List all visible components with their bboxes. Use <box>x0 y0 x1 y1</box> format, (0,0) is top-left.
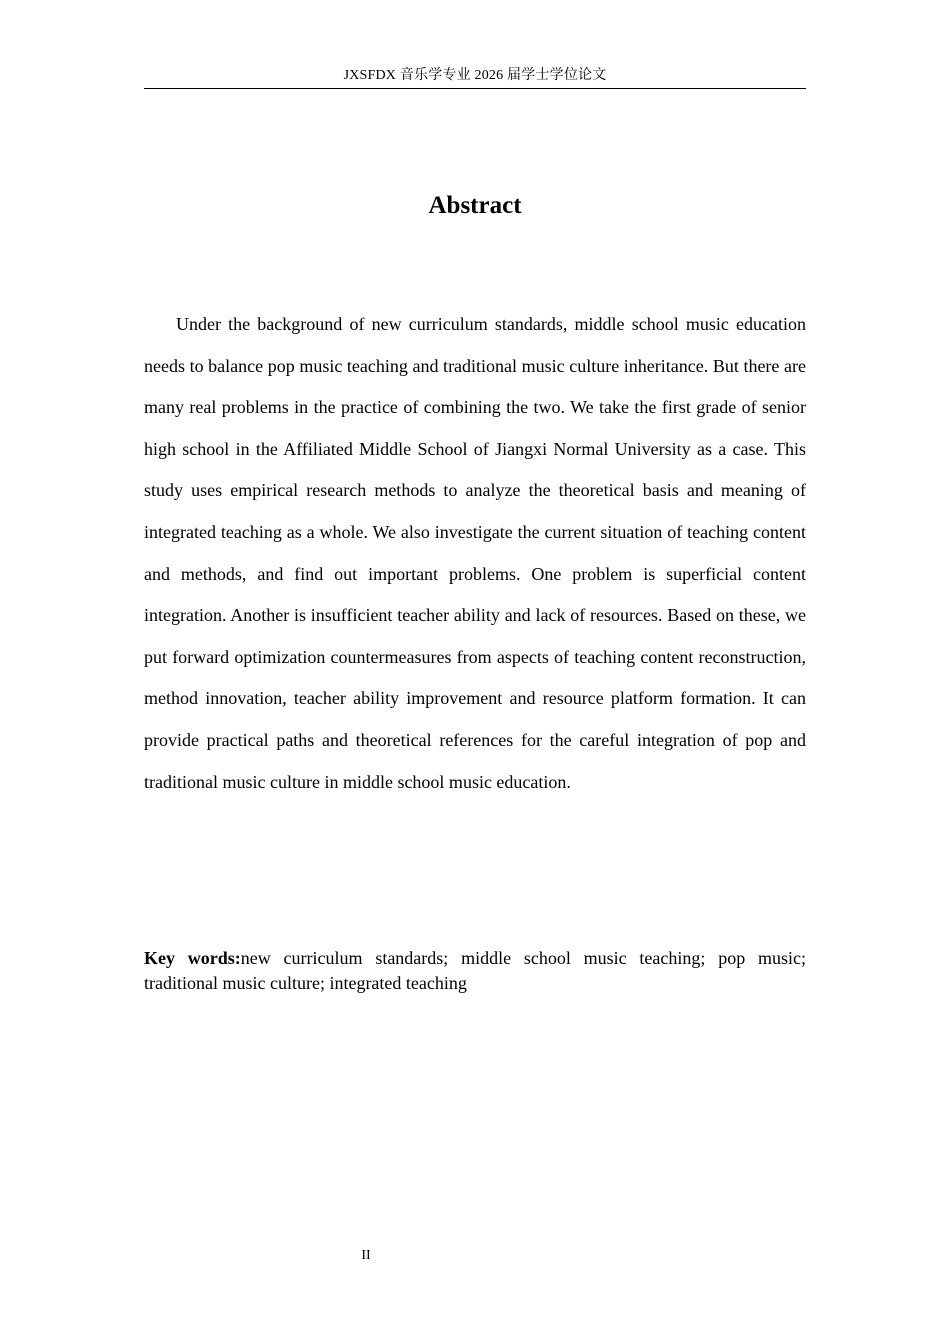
keywords-label: Key words: <box>144 948 241 968</box>
header-text: JXSFDX 音乐学专业 2026 届学士学位论文 <box>343 68 607 83</box>
page-header <box>144 66 806 89</box>
abstract-title: Abstract <box>428 192 522 219</box>
page-number: II <box>361 1248 371 1263</box>
abstract-body: Under the background of new curriculum standards, middle school music education needs to balance pop music teaching and traditional music culture inheritance. But there are many real problems in the practice of combining the two. We take the first grade of senior high school in the Affiliated Middle School of Jiangxi Normal University as a case. This study uses empirical research methods to analyze the theoretical basis and meaning of integrated teaching as a whole. We also investigate the current situation of teaching content and methods, and find out important problems. One problem is superficial content integration. Another is insufficient teacher ability and lack of resources. Based on these, we put forward optimization countermeasures from aspects of teaching content reconstruction, method innovation, teacher ability improvement and resource platform formation. It can provide practical paths and theoretical references for the careful integration of pop and traditional music culture in middle school music education. <box>144 314 806 792</box>
keywords-text: new curriculum standards; middle school music teaching; pop music; traditional music culture; integrated teaching <box>144 948 806 993</box>
keywords-paragraph <box>144 946 806 996</box>
